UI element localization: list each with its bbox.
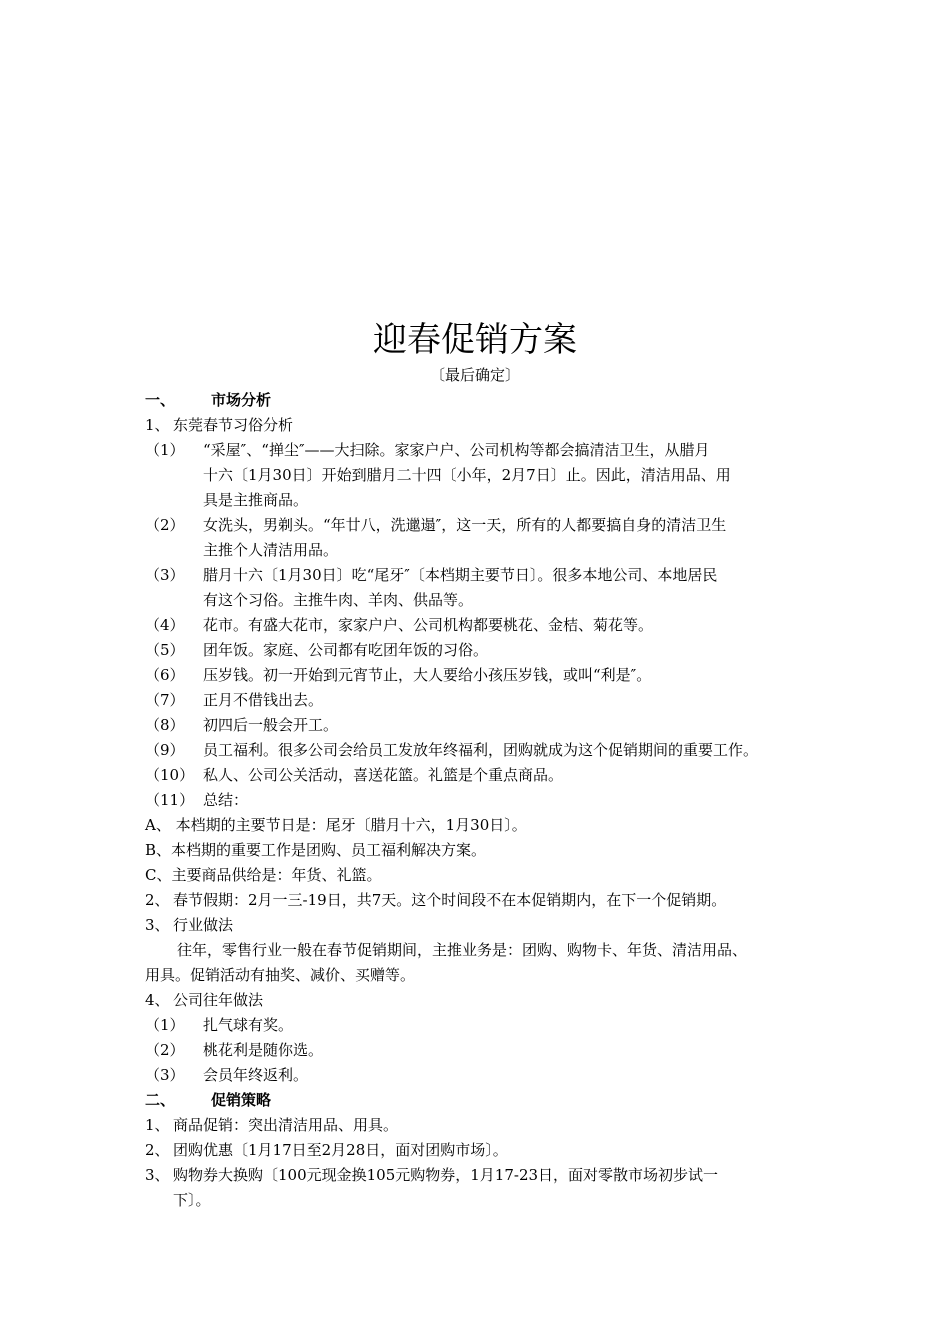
custom-item [145, 513, 825, 563]
item-text-line: 员工福利。很多公司会给员工发放年终福利，团购就成为这个促销期间的重要工作。 [203, 741, 759, 759]
document-body [145, 388, 825, 1213]
item-text-line: 初四后一般会开工。 [203, 716, 339, 734]
item-number: （8） [145, 716, 185, 734]
item-text [173, 1138, 508, 1163]
section-number: 一、 [145, 391, 176, 409]
section-number: 二、 [145, 1091, 176, 1109]
item-text [203, 638, 825, 663]
subsection-title: 行业做法 [173, 916, 234, 934]
item-text [203, 688, 825, 713]
custom-item [145, 713, 825, 738]
item-text-line: 十六〔1月30日〕开始到腊月二十四〔小年，2月7日〕止。因此，清洁用品、用 [203, 466, 731, 484]
item-text [203, 613, 825, 638]
item-text-line: 压岁钱。初一开始到元宵节止，大人要给小孩压岁钱，或叫“利是″。 [203, 666, 652, 684]
item-text-line: 下〕。 [173, 1191, 211, 1209]
section-heading-1 [145, 388, 825, 413]
item-text [173, 1113, 398, 1138]
item-text [173, 1163, 718, 1213]
subsection-number: 2、 [145, 891, 170, 909]
custom-item [145, 438, 825, 513]
item-number: （6） [145, 666, 185, 684]
summary-list [145, 813, 825, 888]
paragraph-line: 用具。促销活动有抽奖、减价、买赠等。 [145, 966, 416, 984]
item-text-line: 花市。有盛大花市，家家户户、公司机构都要桃花、金桔、菊花等。 [203, 616, 654, 634]
item-number: （10） [145, 766, 195, 784]
custom-item [145, 663, 825, 688]
past-item [145, 1038, 825, 1063]
item-number: （3） [145, 566, 185, 584]
paragraph-line [145, 938, 825, 963]
subsection-text: 春节假期：2月一三-19日，共7天。这个时间段不在本促销期内，在下一个促销期。 [173, 891, 727, 909]
custom-item [145, 788, 825, 813]
item-number: 3、 [145, 1166, 170, 1184]
custom-item [145, 688, 825, 713]
custom-item [145, 638, 825, 663]
subsection-heading-3 [145, 913, 825, 938]
item-number: （2） [145, 1041, 185, 1059]
item-text-line: 总结： [203, 791, 249, 809]
item-text-line: 具是主推商品。 [203, 491, 309, 509]
summary-line: A、 本档期的主要节日是：尾牙〔腊月十六，1月30日〕。 [145, 816, 527, 834]
item-text [203, 563, 825, 613]
item-number: （9） [145, 741, 185, 759]
item-number: （11） [145, 791, 195, 809]
strategy-item [145, 1138, 825, 1163]
item-text-line: 购物券大换购〔100元现金换105元购物券，1月17-23日，面对零散市场初步试一 [173, 1166, 719, 1184]
summary-line: B、本档期的重要工作是团购、员工福利解决方案。 [145, 841, 487, 859]
item-number: （7） [145, 691, 185, 709]
custom-item [145, 763, 825, 788]
item-text [203, 738, 825, 763]
custom-item [145, 563, 825, 613]
subsection-heading-2 [145, 888, 825, 913]
section-title: 市场分析 [211, 391, 272, 409]
custom-item [145, 613, 825, 638]
item-text-line: “采屋″、“掸尘″——大扫除。家家户户、公司机构等都会搞清洁卫生，从腊月 [203, 441, 710, 459]
item-number: 2、 [145, 1141, 170, 1159]
item-number: （2） [145, 516, 185, 534]
past-item [145, 1013, 825, 1038]
item-text-line: 团年饭。家庭、公司都有吃团年饭的习俗。 [203, 641, 489, 659]
item-text-line: 主推个人清洁用品。 [203, 541, 339, 559]
subsection-number: 4、 [145, 991, 170, 1009]
paragraph-first-line: 往年，零售行业一般在春节促销期间，主推业务是：团购、购物卡、年货、清洁用品、 [177, 941, 748, 959]
item-number: （3） [145, 1066, 185, 1084]
item-number: 1、 [145, 1116, 170, 1134]
item-text [203, 713, 825, 738]
subsection-heading-1 [145, 413, 825, 438]
past-item [145, 1063, 825, 1088]
item-text [203, 763, 825, 788]
item-number: （5） [145, 641, 185, 659]
item-text: 会员年终返利。 [203, 1066, 309, 1084]
item-number: （1） [145, 441, 185, 459]
item-text-line: 正月不借钱出去。 [203, 691, 324, 709]
item-number: （4） [145, 616, 185, 634]
custom-items-list [145, 438, 825, 813]
subsection-title: 公司往年做法 [173, 991, 264, 1009]
item-text-line: 团购优惠〔1月17日至2月28日，面对团购市场〕。 [173, 1141, 508, 1159]
item-text: 扎气球有奖。 [203, 1016, 294, 1034]
document-title: 迎春促销方案 [373, 320, 577, 360]
strategy-list [145, 1113, 825, 1213]
section-heading-2 [145, 1088, 825, 1113]
document-subtitle: 〔最后确定〕 [429, 366, 520, 384]
custom-item [145, 738, 825, 763]
section-title: 促销策略 [211, 1091, 272, 1109]
item-text [203, 438, 825, 513]
subsection-number: 3、 [145, 916, 170, 934]
strategy-item [145, 1163, 825, 1213]
item-text-line: 有这个习俗。主推牛肉、羊肉、供品等。 [203, 591, 474, 609]
item-text [203, 513, 825, 563]
item-text [203, 663, 825, 688]
strategy-item [145, 1113, 825, 1138]
item-text [203, 788, 825, 813]
subsection-title: 东莞春节习俗分析 [173, 416, 294, 434]
past-practice-list [145, 1013, 825, 1088]
summary-line: C、主要商品供给是：年货、礼篮。 [145, 866, 382, 884]
item-text-line: 腊月十六〔1月30日〕吃“尾牙″〔本档期主要节日〕。很多本地公司、本地居民 [203, 566, 718, 584]
item-text-line: 私人、公司公关活动，喜送花篮。礼篮是个重点商品。 [203, 766, 564, 784]
item-text-line: 商品促销：突出清洁用品、用具。 [173, 1116, 399, 1134]
subsection-heading-4 [145, 988, 825, 1013]
item-number: （1） [145, 1016, 185, 1034]
item-text-line: 女洗头，男剃头。“年廿八，洗邋遢″，这一天，所有的人都要搞自身的清洁卫生 [203, 516, 727, 534]
subsection-number: 1、 [145, 416, 170, 434]
item-text: 桃花利是随你选。 [203, 1041, 324, 1059]
